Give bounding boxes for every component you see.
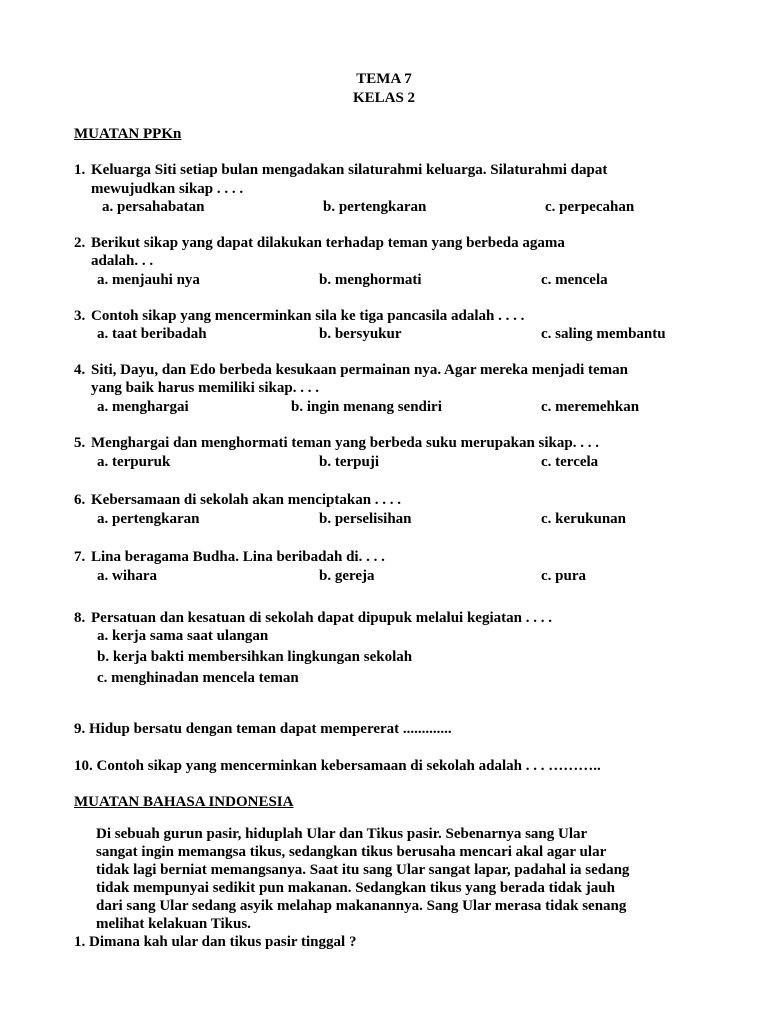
option-b: b. pertengkaran xyxy=(323,199,427,215)
question-text-line: Siti, Dayu, dan Edo berbeda kesukaan permainan nya. Agar mereka menjadi teman xyxy=(91,362,629,378)
option-a: a. taat beribadah xyxy=(97,326,207,342)
question-text-line: Persatuan dan kesatuan di sekolah dapat dipupuk melalui kegiatan . . . . xyxy=(91,610,552,626)
question-number: 2. xyxy=(74,235,86,251)
question-text-line: mewujudkan sikap . . . . xyxy=(91,181,244,197)
option-c: c. tercela xyxy=(541,454,599,470)
story-line: tidak lagi berniat memangsanya. Saat itu sang Ular sangat lapar, padahal ia sedang xyxy=(96,862,630,878)
kelas-heading: KELAS 2 xyxy=(352,90,416,106)
option-c: c. meremehkan xyxy=(541,399,640,415)
question-number: 7. xyxy=(74,549,86,565)
option-a: a. kerja sama saat ulangan xyxy=(97,628,269,644)
story-line: sangat ingin memangsa tikus, sedangkan tikus berusaha mencari akal agar ular xyxy=(96,844,607,860)
option-c: c. kerukunan xyxy=(541,511,627,527)
option-a: a. wihara xyxy=(97,568,157,584)
question-number: 1. xyxy=(74,162,86,178)
option-c: c. menghinadan mencela teman xyxy=(97,670,299,686)
option-c: c. pura xyxy=(541,568,586,584)
question-text-line: Kebersamaan di sekolah akan menciptakan . . . . xyxy=(91,492,402,508)
question-9: 9. Hidup bersatu dengan teman dapat mempererat ............. xyxy=(74,721,452,737)
story-line: Di sebuah gurun pasir, hiduplah Ular dan Tikus pasir. Sebenarnya sang Ular xyxy=(96,826,588,842)
question-number: 4. xyxy=(74,362,86,378)
story-line: tidak mempunyai sedikit pun makanan. Sedangkan tikus yang berada tidak jauh xyxy=(96,880,615,896)
option-a: a. terpuruk xyxy=(97,454,171,470)
section-title-bahasa-indonesia: MUATAN BAHASA INDONESIA xyxy=(74,794,294,810)
question-text-line: Keluarga Siti setiap bulan mengadakan silaturahmi keluarga. Silaturahmi dapat xyxy=(91,162,608,178)
tema-heading: TEMA 7 xyxy=(356,71,412,87)
option-c: c. mencela xyxy=(541,272,608,288)
option-b: b. ingin menang sendiri xyxy=(291,399,442,415)
question-number: 3. xyxy=(74,308,86,324)
question-number: 8. xyxy=(74,610,86,626)
option-a: a. menghargai xyxy=(97,399,189,415)
option-a: a. pertengkaran xyxy=(97,511,200,527)
question-number: 5. xyxy=(74,435,86,451)
option-b: b. terpuji xyxy=(319,454,379,470)
option-b: b. perselisihan xyxy=(319,511,412,527)
question-text-line: Lina beragama Budha. Lina beribadah di. . . . xyxy=(91,549,385,565)
story-question-1: 1. Dimana kah ular dan tikus pasir tinggal ? xyxy=(74,934,357,950)
question-text-line: adalah. . . xyxy=(91,253,154,269)
option-b: b. menghormati xyxy=(319,272,422,288)
story-line: dari sang Ular sedang asyik melahap makanannya. Sang Ular merasa tidak senang xyxy=(96,898,627,914)
question-text-line: Menghargai dan menghormati teman yang berbeda suku merupakan sikap. . . . xyxy=(91,435,599,451)
option-c: c. perpecahan xyxy=(545,199,635,215)
section-title-ppkn: MUATAN PPKn xyxy=(74,126,182,142)
option-b: b. gereja xyxy=(319,568,375,584)
option-a: a. persahabatan xyxy=(102,199,205,215)
question-10: 10. Contoh sikap yang mencerminkan kebersamaan di sekolah adalah . . . ……….. xyxy=(74,758,601,774)
option-a: a. menjauhi nya xyxy=(97,272,200,288)
option-b: b. bersyukur xyxy=(319,326,402,342)
question-text-line: Contoh sikap yang mencerminkan sila ke tiga pancasila adalah . . . . xyxy=(91,308,525,324)
option-b: b. kerja bakti membersihkan lingkungan sekolah xyxy=(97,649,413,665)
story-line: melihat kelakuan Tikus. xyxy=(96,916,251,932)
question-number: 6. xyxy=(74,492,86,508)
question-text-line: yang baik harus memiliki sikap. . . . xyxy=(91,380,319,396)
question-text-line: Berikut sikap yang dapat dilakukan terhadap teman yang berbeda agama xyxy=(91,235,565,251)
option-c: c. saling membantu xyxy=(541,326,666,342)
